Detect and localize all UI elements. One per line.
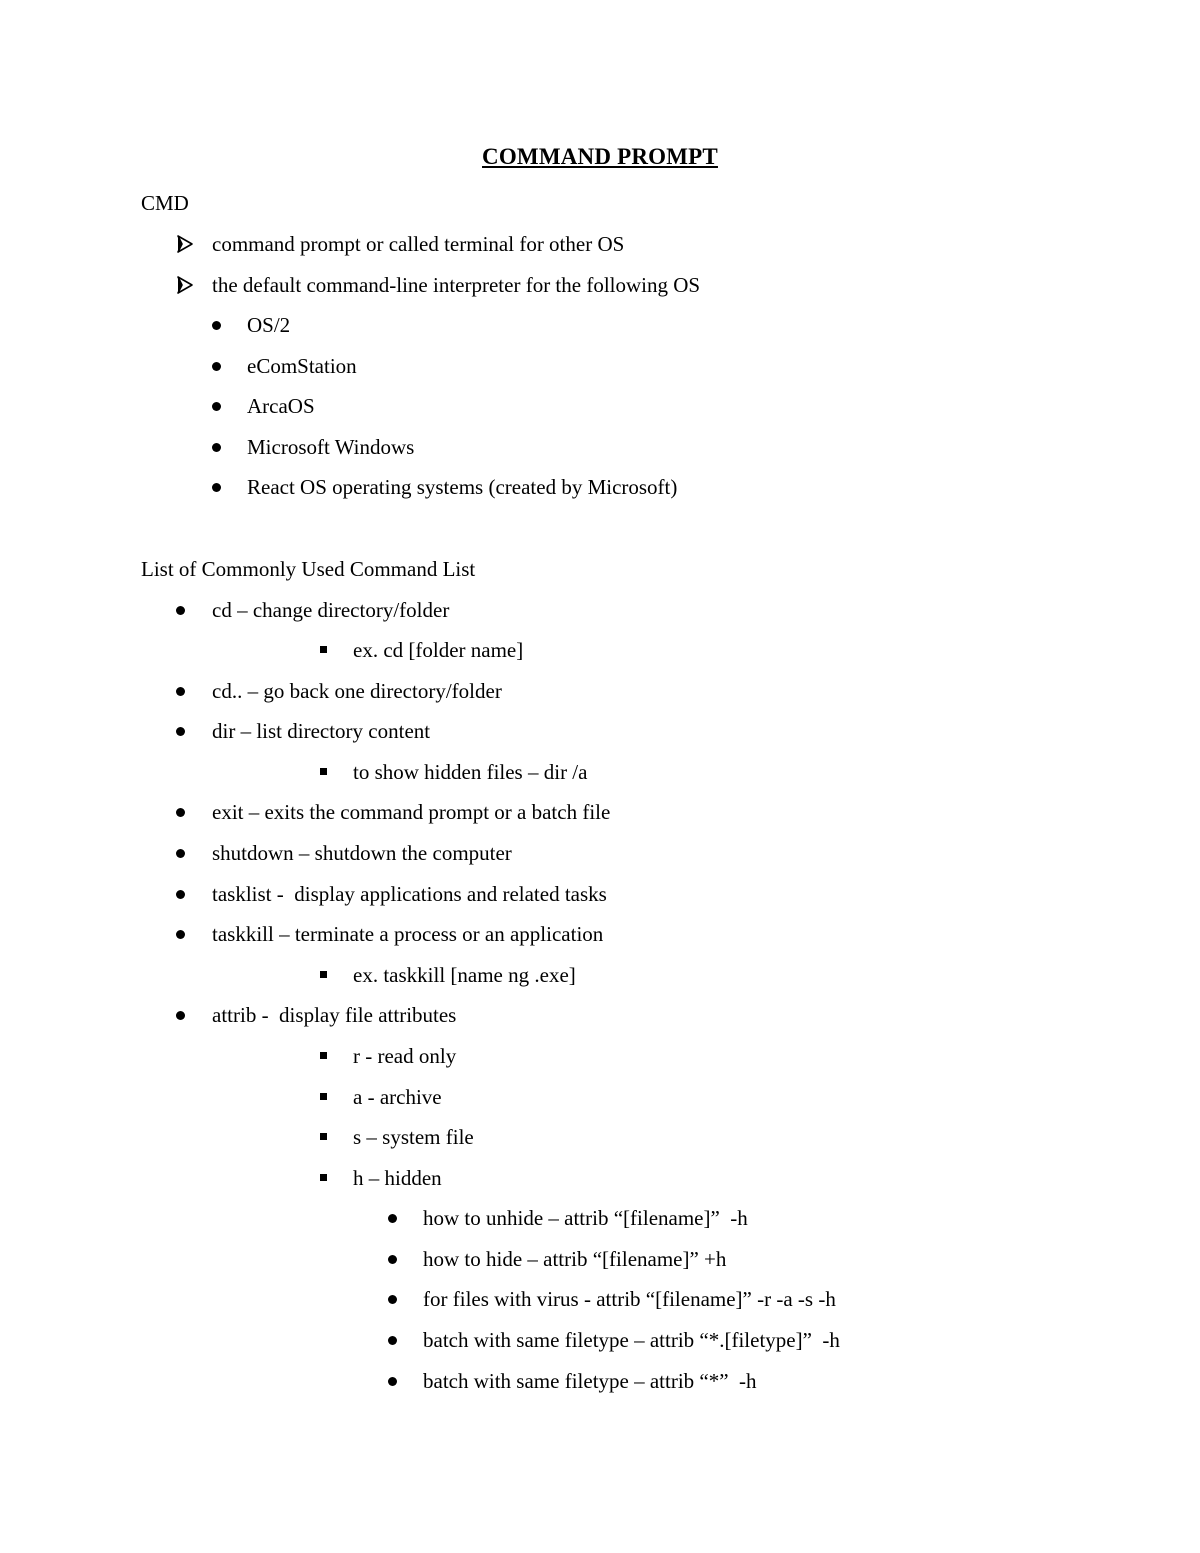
bullet-square-icon xyxy=(320,768,327,775)
command-subdetail-text: for files with virus - attrib “[filename]” -r -a -s -h xyxy=(423,1287,836,1311)
cmd-point-text: command prompt or called terminal for other OS xyxy=(212,232,625,256)
bullet-dot-icon xyxy=(388,1214,397,1223)
command-text: cd – change directory/folder xyxy=(212,598,450,622)
command-text: taskkill – terminate a process or an application xyxy=(212,922,604,946)
command-subdetail-text: how to unhide – attrib “[filename]” -h xyxy=(423,1206,748,1230)
commands-heading-text: List of Commonly Used Command List xyxy=(141,557,476,581)
bullet-dot-icon xyxy=(388,1295,397,1304)
os-item-text: Microsoft Windows xyxy=(247,435,415,459)
os-item-text: OS/2 xyxy=(247,313,291,337)
command-text: shutdown – shutdown the computer xyxy=(212,841,512,865)
command-detail-text: h – hidden xyxy=(353,1166,442,1190)
command-subdetail-text: batch with same filetype – attrib “*.[filetype]” -h xyxy=(423,1328,840,1352)
bullet-square-icon xyxy=(320,1093,327,1100)
cmd-point-text: the default command-line interpreter for the following OS xyxy=(212,273,701,297)
arrow-bullet-icon xyxy=(176,230,194,258)
bullet-dot-icon xyxy=(212,321,221,330)
bullet-square-icon xyxy=(320,1052,327,1059)
bullet-dot-icon xyxy=(212,483,221,492)
bullet-dot-icon xyxy=(176,930,185,939)
bullet-dot-icon xyxy=(176,849,185,858)
command-subdetail-text: batch with same filetype – attrib “*” -h xyxy=(423,1369,757,1393)
command-text: cd.. – go back one directory/folder xyxy=(212,679,502,703)
command-subdetail-text: how to hide – attrib “[filename]” +h xyxy=(423,1247,727,1271)
bullet-dot-icon xyxy=(176,606,185,615)
bullet-square-icon xyxy=(320,1133,327,1140)
command-text: dir – list directory content xyxy=(212,719,431,743)
command-detail-text: ex. taskkill [name ng .exe] xyxy=(353,963,576,987)
page-title: COMMAND PROMPT xyxy=(482,144,718,169)
os-item-text: React OS operating systems (created by Microsoft) xyxy=(247,475,678,499)
bullet-dot-icon xyxy=(212,362,221,371)
command-detail-text: to show hidden files – dir /a xyxy=(353,760,588,784)
command-text: attrib - display file attributes xyxy=(212,1003,457,1027)
bullet-square-icon xyxy=(320,1174,327,1181)
bullet-dot-icon xyxy=(176,808,185,817)
os-item-text: eComStation xyxy=(247,354,357,378)
arrow-bullet-icon xyxy=(176,271,194,299)
command-detail-text: ex. cd [folder name] xyxy=(353,638,524,662)
command-detail-text: s – system file xyxy=(353,1125,474,1149)
bullet-square-icon xyxy=(320,646,327,653)
command-text: tasklist - display applications and related tasks xyxy=(212,882,607,906)
bullet-dot-icon xyxy=(388,1255,397,1264)
bullet-dot-icon xyxy=(176,890,185,899)
bullet-dot-icon xyxy=(388,1336,397,1345)
bullet-dot-icon xyxy=(212,443,221,452)
bullet-square-icon xyxy=(320,971,327,978)
command-detail-text: a - archive xyxy=(353,1085,442,1109)
bullet-dot-icon xyxy=(176,727,185,736)
bullet-dot-icon xyxy=(388,1377,397,1386)
bullet-dot-icon xyxy=(212,402,221,411)
bullet-dot-icon xyxy=(176,1011,185,1020)
command-text: exit – exits the command prompt or a batch file xyxy=(212,800,611,824)
command-detail-text: r - read only xyxy=(353,1044,457,1068)
bullet-dot-icon xyxy=(176,687,185,696)
cmd-heading-text: CMD xyxy=(141,191,189,215)
os-item-text: ArcaOS xyxy=(247,394,315,418)
